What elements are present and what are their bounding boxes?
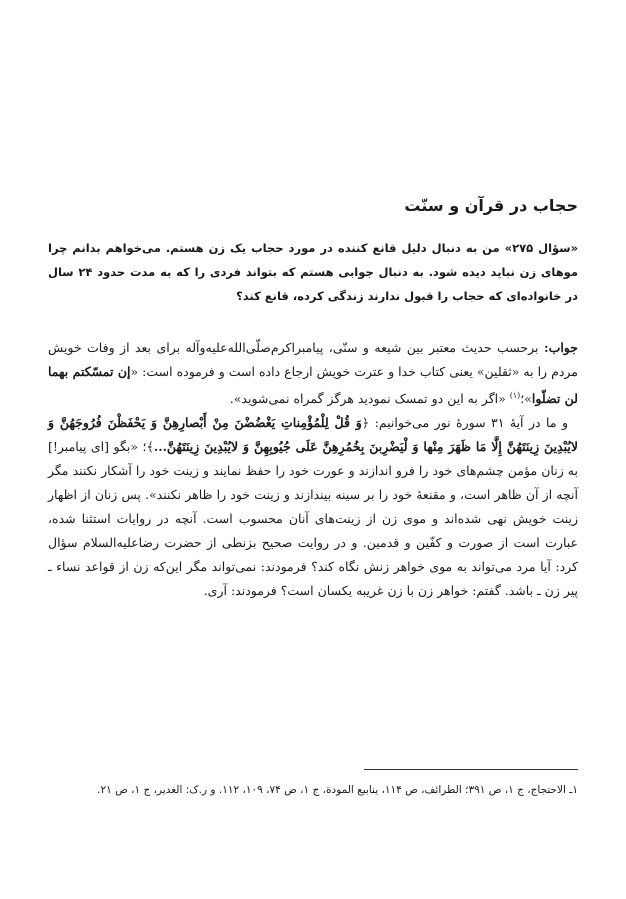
answer-text-2b: ﴾؛ «بگو [ای پیامبر!] به زنان مؤمن چشم‌های خود را فرو اندازند و عورت خود را حفظ نمایند و زینت خود را آشکار نکنند مگر آنچه از آن ظاهر است، و مقنعهٔ خود را بر سینه بیندازند و زینت خود را ظاهر نکنند». پس زنان از اظهار زینت خویش نهی شده‌اند و موی زن از زینت‌های آنان محسوب است. آنچه در روایات استثنا شده، عبارت است از صورت و کفّین و قدمین. و در روایت صحیح بزنطی از حضرت رضاعلیه‌السلام سؤال کرد: آیا مرد می‌تواند به موی خواهر زنش نگاه کند؟ فرمودند: نمی‌تواند مگر این‌که زن از قواعد نساء ـ پیر زن ـ باشد. گفتم: خواهر زن با زن غریبه یکسان است؟ فرمودند: آری. — [48, 439, 578, 599]
answer-label: جواب: — [543, 340, 578, 355]
answer-body — [48, 336, 578, 603]
answer-text-1c: «اگر به این دو تمسک نمودید هرگز گمراه نمی‌شوید». — [229, 391, 510, 407]
section-title: حجاب در قرآن و سنّت — [404, 196, 578, 215]
question-paragraph: «سؤال ۲۷۵» من به دنبال دلیل قانع کننده در مورد حجاب یک زن هستم. می‌خواهم بدانم چرا موهای زن نباید دیده شود. به دنبال جوابی هستم که بتواند فردی را که به مدت حدود ۲۴ سال در خانواده‌ای که حجاب را قبول ندارند زندگی کرده، قانع کند؟ — [48, 241, 579, 303]
answer-text-1a: برحسب حدیث معتبر بین شیعه و سنّی، پیامبراکرم‌صلّی‌الله‌علیه‌وآله برای بعد از وفات خویش مردم را به «ثقلین» یعنی کتاب خدا و عترت خویش ارجاع داده است و فرموده است: « — [48, 340, 578, 379]
footnote-reference: (۱) — [509, 391, 521, 400]
quran-verse: وَ قُلْ لِلْمُؤْمِناتِ يَغْضُضْنَ مِنْ أَبْصارِهِنَّ وَ يَحْفَظْنَ فُرُوجَهُنَّ وَ لايُبْدِينَ زِينَتَهُنَّ إِلَّا مَا ظَهَرَ مِنْها وَ لْيَضْرِبنَ بِخُمُرِهِنَّ عَلَى جُيُوبِهِنَّ وَ لايُبْدِينَ زِينَتَهُنَّ... — [48, 415, 578, 455]
footnote: ۱ـ الاحتجاج، ج ۱، ص ۳۹۱؛ الطرائف، ص ۱۱۴، ینابیع المودة، ج ۱، ص ۷۴، ۱۰۹، ۱۱۲. و ر.ک: الغدیر، ج ۱، ص ۲۱. — [97, 784, 578, 796]
answer-paragraph-1 — [48, 336, 578, 411]
footnote-divider — [364, 769, 578, 770]
hadith-quote: إن تمسّكتم بهما لن تضلّوا — [48, 364, 578, 407]
answer-paragraph-2 — [48, 411, 578, 603]
answer-text-2a: و ما در آیهٔ ۳۱ سورهٔ نور می‌خوانیم: ﴿ — [361, 415, 568, 431]
answer-text-1b: »؛ — [520, 391, 532, 407]
